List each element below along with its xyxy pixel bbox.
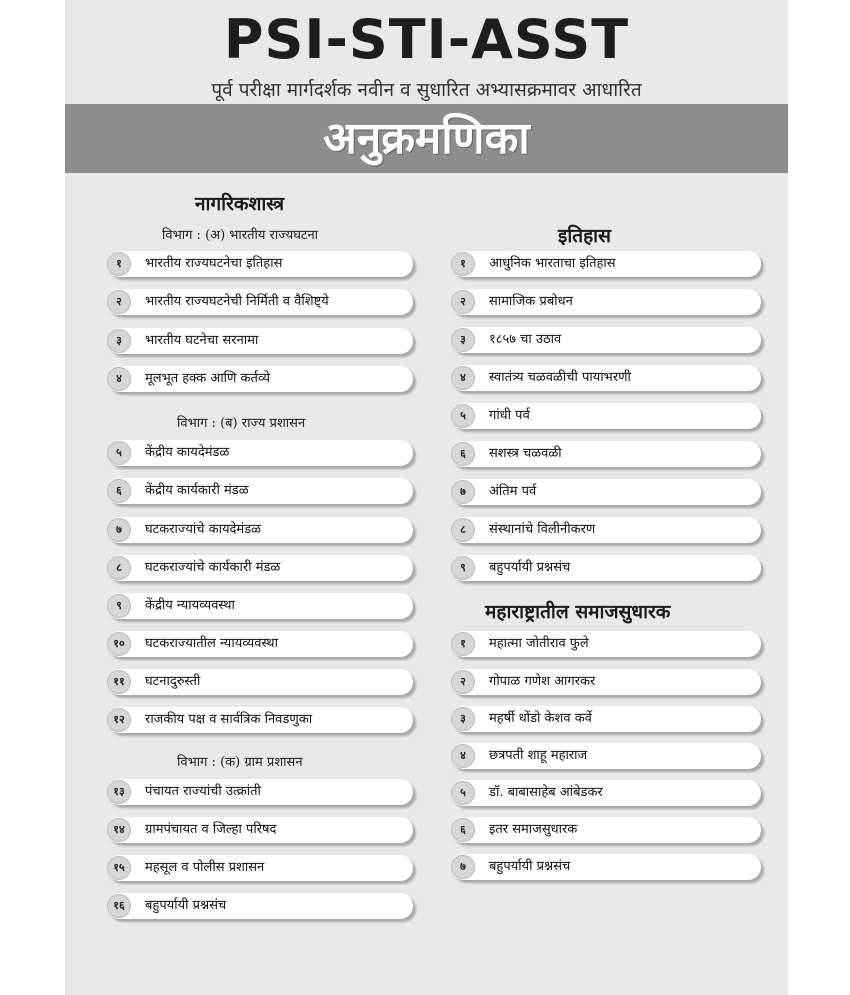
item-number: ५ bbox=[451, 404, 475, 428]
banner-title: अनुक्रमणिका bbox=[323, 113, 530, 164]
item-number: ३ bbox=[451, 707, 475, 731]
item-number: १० bbox=[107, 632, 131, 656]
item-label: घटकराज्यांचे कार्यकारी मंडळ bbox=[145, 560, 281, 575]
toc-item[interactable] bbox=[451, 743, 761, 769]
item-number: १ bbox=[107, 252, 131, 276]
item-number: २ bbox=[451, 670, 475, 694]
item-label: घटकराज्यातील न्यायव्यवस्था bbox=[145, 636, 278, 651]
toc-item[interactable] bbox=[451, 517, 761, 543]
toc-item[interactable] bbox=[451, 817, 761, 843]
item-number: ८ bbox=[107, 556, 131, 580]
item-number: ७ bbox=[107, 518, 131, 542]
item-label: भारतीय राज्यघटनेची निर्मिती व वैशिष्ट्ये bbox=[145, 294, 329, 309]
toc-item[interactable] bbox=[451, 441, 761, 467]
item-label: मूलभूत हक्क आणि कर्तव्ये bbox=[145, 371, 270, 386]
toc-item[interactable] bbox=[451, 327, 761, 353]
toc-item[interactable] bbox=[107, 631, 413, 657]
item-label: राजकीय पक्ष व सार्वत्रिक निवडणुका bbox=[145, 712, 313, 727]
item-number: ३ bbox=[451, 328, 475, 352]
item-number: ६ bbox=[451, 442, 475, 466]
item-label: सामाजिक प्रबोधन bbox=[489, 294, 573, 309]
item-label: ग्रामपंचायत व जिल्हा परिषद bbox=[145, 822, 277, 837]
item-label: महसूल व पोलीस प्रशासन bbox=[145, 860, 265, 875]
toc-item[interactable] bbox=[107, 779, 413, 805]
toc-item[interactable] bbox=[451, 854, 761, 880]
section-heading-civics: नागरिकशास्त्र bbox=[195, 193, 285, 215]
item-number: २ bbox=[107, 290, 131, 314]
item-label: सशस्त्र चळवळी bbox=[489, 446, 562, 461]
toc-item[interactable] bbox=[451, 289, 761, 315]
item-label: भारतीय राज्यघटनेचा इतिहास bbox=[145, 256, 283, 271]
toc-item[interactable] bbox=[107, 669, 413, 695]
page-title: PSI-STI-ASST bbox=[223, 8, 630, 71]
toc-item[interactable] bbox=[107, 251, 413, 277]
item-number: ७ bbox=[451, 855, 475, 879]
toc-item[interactable] bbox=[451, 251, 761, 277]
item-number: ६ bbox=[451, 818, 475, 842]
item-label: इतर समाजसुधारक bbox=[489, 822, 578, 837]
item-number: ४ bbox=[451, 744, 475, 768]
item-label: गांधी पर्व bbox=[489, 408, 530, 423]
item-label: केंद्रीय कार्यकारी मंडळ bbox=[145, 483, 249, 498]
item-label: महात्मा जोतीराव फुले bbox=[489, 636, 589, 651]
item-label: घटनादुरुस्ती bbox=[145, 674, 201, 689]
item-number: १४ bbox=[107, 818, 131, 842]
item-number: ६ bbox=[107, 479, 131, 503]
item-number: १५ bbox=[107, 856, 131, 880]
division-title: विभाग : (ब) राज्य प्रशासन bbox=[177, 416, 306, 431]
toc-item[interactable] bbox=[107, 440, 413, 466]
toc-item[interactable] bbox=[107, 289, 413, 315]
item-number: ७ bbox=[451, 480, 475, 504]
item-number: ११ bbox=[107, 670, 131, 694]
item-label: आधुनिक भारताचा इतिहास bbox=[489, 256, 616, 271]
toc-item[interactable] bbox=[107, 893, 413, 919]
item-number: १ bbox=[451, 632, 475, 656]
item-label: स्वातंत्र्य चळवळीची पायाभरणी bbox=[489, 370, 631, 385]
item-number: ३ bbox=[107, 329, 131, 353]
item-label: पंचायत राज्यांची उत्क्रांती bbox=[145, 784, 261, 799]
division-title: विभाग : (क) ग्राम प्रशासन bbox=[177, 755, 303, 770]
item-label: घटकराज्यांचे कायदेमंडळ bbox=[145, 522, 262, 537]
item-label: बहुपर्यायी प्रश्नसंच bbox=[145, 898, 227, 913]
toc-item[interactable] bbox=[451, 555, 761, 581]
item-number: ९ bbox=[107, 594, 131, 618]
item-number: ९ bbox=[451, 556, 475, 580]
toc-item[interactable] bbox=[107, 707, 413, 733]
item-label: महर्षी धोंडो केशव कर्वे bbox=[489, 711, 592, 726]
item-label: गोपाळ गणेश आगरकर bbox=[489, 674, 596, 689]
item-label: छत्रपती शाहू महाराज bbox=[489, 748, 588, 763]
toc-item[interactable] bbox=[107, 328, 413, 354]
item-number: ४ bbox=[451, 366, 475, 390]
toc-item[interactable] bbox=[451, 365, 761, 391]
toc-item[interactable] bbox=[451, 479, 761, 505]
toc-item[interactable] bbox=[107, 817, 413, 843]
toc-item[interactable] bbox=[107, 478, 413, 504]
toc-item[interactable] bbox=[451, 706, 761, 732]
item-number: ८ bbox=[451, 518, 475, 542]
item-number: १ bbox=[451, 252, 475, 276]
item-label: डॉ. बाबासाहेब आंबेडकर bbox=[489, 785, 603, 800]
item-label: बहुपर्यायी प्रश्नसंच bbox=[489, 560, 571, 575]
item-number: १२ bbox=[107, 708, 131, 732]
item-label: केंद्रीय न्यायव्यवस्था bbox=[145, 598, 235, 613]
toc-item[interactable] bbox=[107, 366, 413, 392]
item-number: ५ bbox=[107, 441, 131, 465]
section-heading-reformers: महाराष्ट्रातील समाजसुधारक bbox=[485, 601, 671, 623]
item-label: १८५७ चा उठाव bbox=[489, 332, 562, 347]
item-label: भारतीय घटनेचा सरनामा bbox=[145, 333, 259, 348]
item-label: संस्थानांचे विलीनीकरण bbox=[489, 522, 596, 537]
item-number: २ bbox=[451, 290, 475, 314]
index-banner bbox=[65, 104, 788, 173]
section-heading-history: इतिहास bbox=[558, 225, 611, 247]
toc-item[interactable] bbox=[107, 555, 413, 581]
index-page bbox=[65, 0, 788, 995]
item-number: १६ bbox=[107, 894, 131, 918]
item-number: ४ bbox=[107, 367, 131, 391]
item-label: केंद्रीय कायदेमंडळ bbox=[145, 445, 230, 460]
toc-item[interactable] bbox=[107, 593, 413, 619]
item-label: अंतिम पर्व bbox=[489, 484, 537, 499]
item-label: बहुपर्यायी प्रश्नसंच bbox=[489, 859, 571, 874]
page-subtitle: पूर्व परीक्षा मार्गदर्शक नवीन व सुधारित अभ्यासक्रमावर आधारित bbox=[211, 79, 642, 101]
toc-item[interactable] bbox=[107, 855, 413, 881]
toc-item[interactable] bbox=[107, 517, 413, 543]
division-title: विभाग : (अ) भारतीय राज्यघटना bbox=[162, 228, 319, 243]
item-number: ५ bbox=[451, 781, 475, 805]
toc-item[interactable] bbox=[451, 403, 761, 429]
toc-item[interactable] bbox=[451, 669, 761, 695]
toc-item[interactable] bbox=[451, 631, 761, 657]
toc-item[interactable] bbox=[451, 780, 761, 806]
item-number: १३ bbox=[107, 780, 131, 804]
